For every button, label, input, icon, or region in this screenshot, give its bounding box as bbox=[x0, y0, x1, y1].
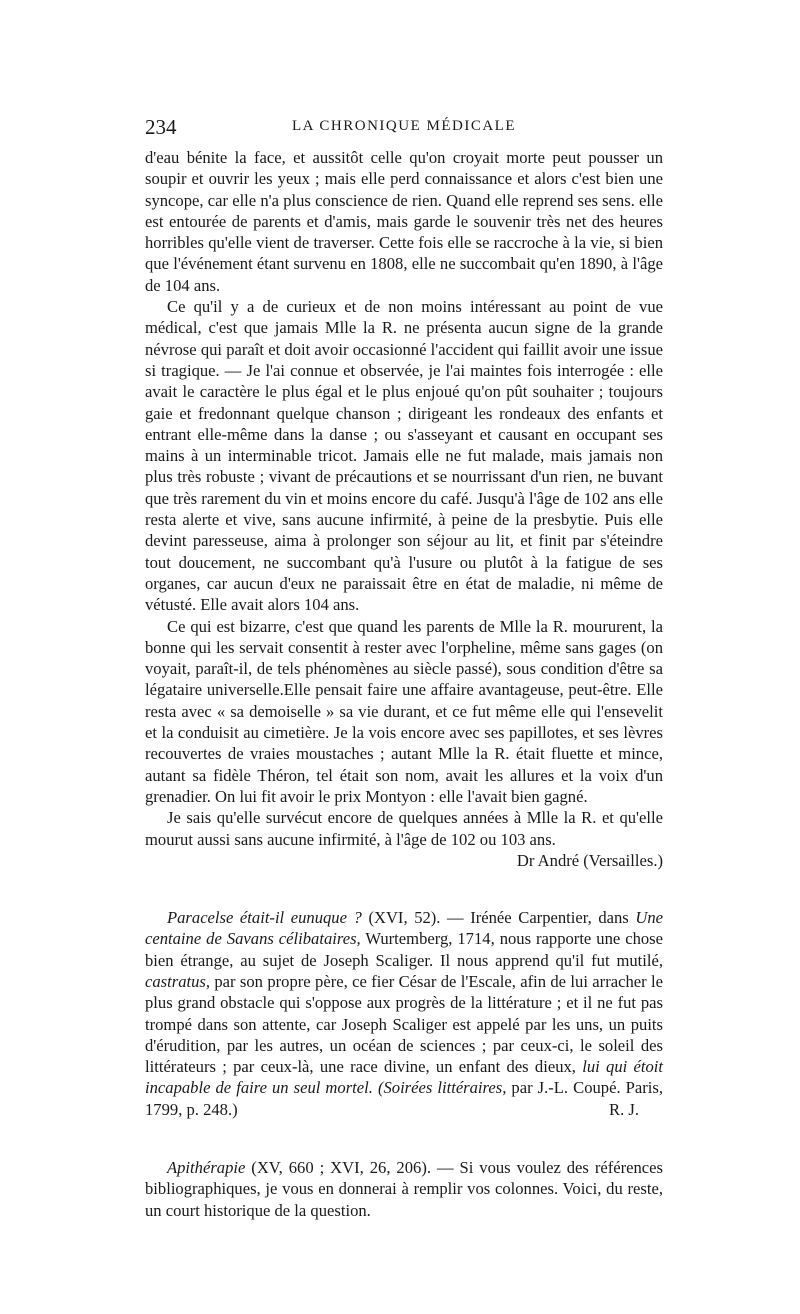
paracelse-title: Paracelse était-il eunuque ? bbox=[167, 908, 362, 928]
note-initials: R. J. bbox=[609, 1099, 639, 1119]
apitherapie-text: (XV, 660 ; XVI, 26, 206). — Si vous voulez des références bibliographiques, je vous en donnerai à remplir vos colonnes. Voici, du reste, un court historique de la question. bbox=[145, 1158, 663, 1220]
quote-text: lui qui étoit incapable de faire un seul mortel. (Soirées littéraires, bbox=[145, 1057, 663, 1098]
paragraph-3: Ce qui est bizarre, c'est que quand les parents de Mlle la R. moururent, la bonne qui les servait consentit à rester avec l'orpheline, même sans gages (on voyait, paraît-il, de tels phénomènes au siècle passé), sous condition d'être sa légataire universelle.Elle pensait faire une affaire avantageuse, peut-être. Elle resta avec « sa demoiselle » sa vie durant, et ce fut même elle qui l'ensevelit et la conduisit au cimetière. Je la vois encore avec ses papillotes, et ses lèvres recouvertes de vraies moustaches ; autant Mlle la R. était fluette et mince, autant sa fidèle Théron, tel était son nom, avait les allures et la voix d'un grenadier. On lui fit avoir le prix Montyon : elle l'avait bien gagné. bbox=[145, 616, 663, 806]
apitherapie-title: Apithérapie bbox=[167, 1158, 246, 1178]
paracelse-ref: (XVI, 52). — Irénée Carpentier, dans bbox=[361, 908, 636, 928]
paracelse-text-3: par J.-L. Coupé. Paris, 1799, p. 248.) bbox=[145, 1078, 663, 1119]
article-body bbox=[145, 147, 663, 1221]
paracelse-text-2: par son propre père, ce fier César de l'Escale, afin de lui arracher le plus grand obstacle qui s'oppose aux progrès de la littérature ; et il ne fut pas trompé dans son attente, car Joseph Scaliger est appelé par les uns, un puits d'érudition, par les autres, un océan de sciences ; par ceux-ci, le soleil des littérateurs ; par ceux-là, une race divine, un enfant des dieux, bbox=[145, 971, 663, 1077]
journal-title: LA CHRONIQUE MÉDICALE bbox=[292, 118, 516, 134]
page-number: 234 bbox=[145, 115, 177, 139]
paracelse-text-1: Wurtemberg, 1714, nous rapporte une chose bien étrange, au sujet de Joseph Scaliger. Il nous apprend qu'il fut mutilé, bbox=[145, 929, 663, 970]
author-signature: Dr André (Versailles.) bbox=[516, 850, 663, 870]
paragraph-2: Ce qu'il y a de curieux et de non moins intéressant au point de vue médical, c'est que jamais Mlle la R. ne présenta aucun signe de la grande névrose qui paraît et doit avoir occasionné l'accident qui faillit avoir une issue si tragique. — Je l'ai connue et observée, je l'ai maintes fois interrogée : elle avait le caractère le plus égal et le plus enjoué qu'on pût souhaiter ; toujours gaie et fredonnant quelque chanson ; dirigeant les rondeaux des enfants et entrant elle-même dans la danse ; ou s'asseyant et causant en occupant ses mains à un interminable tricot. Jamais elle ne fut malade, mais jamais non plus très robuste ; vivant de précautions et se nourrissant d'un rien, ne buvant que très rarement du vin et moins encore du café. Jusqu'à l'âge de 102 ans elle resta alerte et vive, sans aucune infirmité, à peine de la presbytie. Puis elle devint paresseuse, aima à prolonger son séjour au lit, et finit par s'éteindre tout doucement, ne succombant qu'à l'usure ou plutôt à la fatigue de ses organes, car aucun d'eux ne paraissait être en état de maladie, ni même de vétusté. Elle avait alors 104 ans. bbox=[145, 297, 663, 615]
running-header bbox=[145, 115, 663, 139]
paragraph-1: d'eau bénite la face, et aussitôt celle qu'on croyait morte peut pousser un soupir et ouvrir les yeux ; mais elle perd connaissance et alors c'est bien une syncope, car elle n'a plus conscience de rien. Quand elle reprend ses sens. elle est entourée de parents et d'amis, mais garde le souvenir très net des heures horribles qu'elle vient de traverser. Cette fois elle se raccroche à la vie, si bien que l'événement étant survenu en 1808, elle ne succombait qu'en 1890, à l'âge de 104 ans. bbox=[145, 148, 663, 295]
paragraph-4: Je sais qu'elle survécut encore de quelques années à Mlle la R. et qu'elle mourut aussi sans aucune infirmité, à l'âge de 102 ou 103 ans. bbox=[145, 808, 663, 849]
paracelse-note bbox=[145, 907, 663, 1120]
apitherapie-note bbox=[145, 1157, 663, 1221]
book-title: Une centaine de Savans célibataires, bbox=[145, 908, 663, 949]
castratus-word: castratus, bbox=[145, 971, 210, 991]
